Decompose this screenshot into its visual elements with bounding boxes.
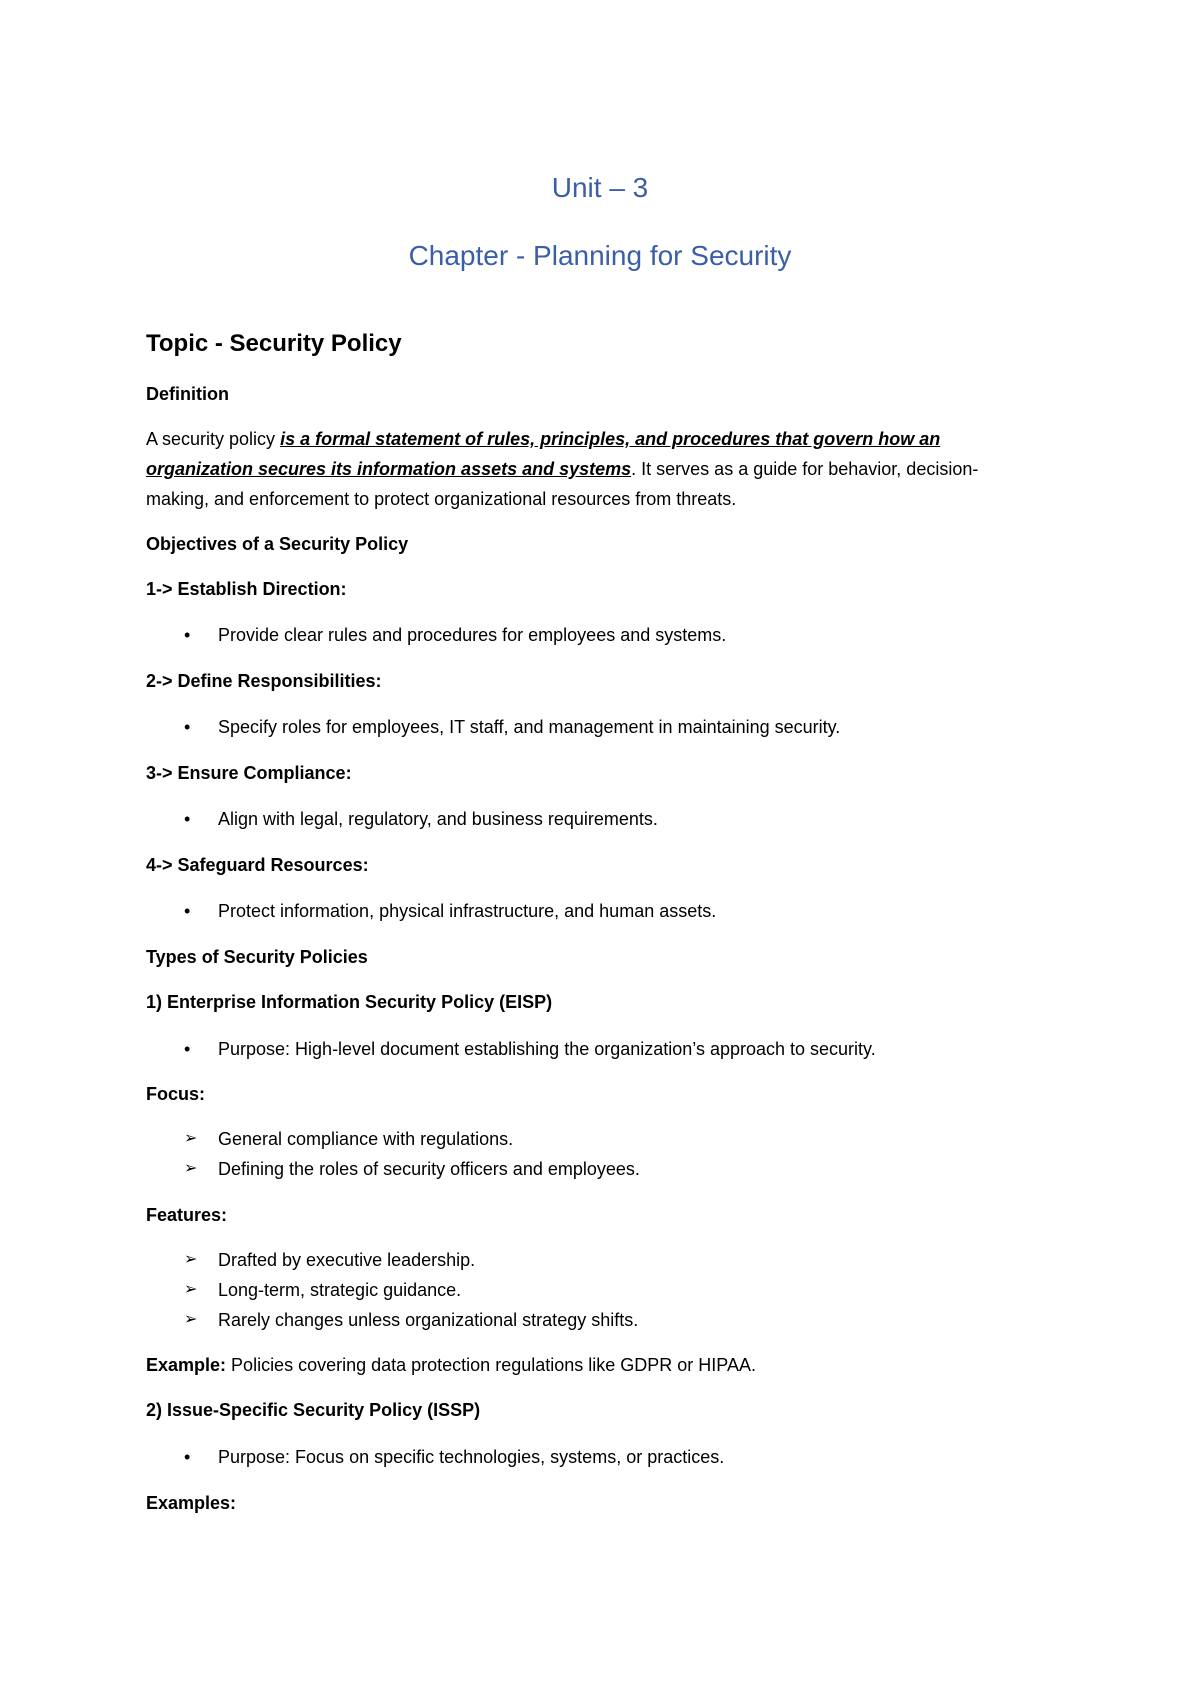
issp-title: 2) Issue-Specific Security Policy (ISSP): [146, 1400, 481, 1420]
issp-purpose: Purpose: Focus on specific technologies, systems, or practices.: [218, 1447, 725, 1467]
definition-suffix: . It serves as a guide for behavior, decision-: [631, 459, 979, 479]
arrow-bullet-icon: ➢: [184, 1130, 198, 1147]
objective-4-bullet: Protect information, physical infrastructure, and human assets.: [218, 901, 717, 921]
eisp-feature-3: Rarely changes unless organizational strategy shifts.: [218, 1310, 639, 1330]
eisp-focus-2: Defining the roles of security officers and employees.: [218, 1159, 640, 1179]
unit-title: Unit – 3: [551, 172, 649, 203]
objective-3-title: 3-> Ensure Compliance:: [146, 763, 352, 783]
arrow-bullet-icon: ➢: [184, 1311, 198, 1328]
bullet-icon: •: [184, 901, 191, 921]
eisp-features-label: Features:: [146, 1205, 228, 1225]
arrow-bullet-icon: ➢: [184, 1251, 198, 1268]
eisp-feature-1: Drafted by executive leadership.: [218, 1250, 476, 1270]
eisp-example-text: Policies covering data protection regulations like GDPR or HIPAA.: [226, 1355, 756, 1375]
definition-line-2: [146, 458, 978, 480]
definition-emphasis-2: organization secures its information assets and systems: [146, 459, 632, 479]
chapter-title: Chapter - Planning for Security: [408, 240, 792, 271]
objective-2-bullet: Specify roles for employees, IT staff, and management in maintaining security.: [218, 717, 841, 737]
types-heading: Types of Security Policies: [146, 947, 368, 967]
definition-prefix: A security policy: [146, 429, 281, 449]
arrow-bullet-icon: ➢: [184, 1281, 198, 1298]
eisp-title: 1) Enterprise Information Security Policy (EISP): [146, 992, 553, 1012]
topic-heading: Topic - Security Policy: [146, 330, 402, 357]
definition-emphasis-1: is a formal statement of rules, principles, and procedures that govern how an: [280, 429, 941, 449]
objective-1-bullet: Provide clear rules and procedures for employees and systems.: [218, 625, 727, 645]
bullet-icon: •: [184, 1039, 191, 1059]
objectives-heading: Objectives of a Security Policy: [146, 534, 409, 554]
eisp-purpose: Purpose: High-level document establishing the organization’s approach to security.: [218, 1039, 876, 1059]
eisp-example: [146, 1354, 756, 1376]
eisp-feature-2: Long-term, strategic guidance.: [218, 1280, 462, 1300]
bullet-icon: •: [184, 717, 191, 737]
bullet-icon: •: [184, 809, 191, 829]
definition-heading: Definition: [146, 384, 229, 404]
arrow-bullet-icon: ➢: [184, 1160, 198, 1177]
bullet-icon: •: [184, 625, 191, 645]
objective-2-title: 2-> Define Responsibilities:: [146, 671, 382, 691]
objective-4-title: 4-> Safeguard Resources:: [146, 855, 369, 875]
eisp-focus-1: General compliance with regulations.: [218, 1129, 514, 1149]
definition-line-3: making, and enforcement to protect organizational resources from threats.: [146, 489, 737, 509]
definition-line-1: [146, 428, 940, 450]
eisp-focus-label: Focus:: [146, 1084, 206, 1104]
objective-3-bullet: Align with legal, regulatory, and business requirements.: [218, 809, 658, 829]
issp-examples-label: Examples:: [146, 1493, 237, 1513]
eisp-example-label: Example:: [146, 1355, 227, 1375]
bullet-icon: •: [184, 1447, 191, 1467]
objective-1-title: 1-> Establish Direction:: [146, 579, 347, 599]
